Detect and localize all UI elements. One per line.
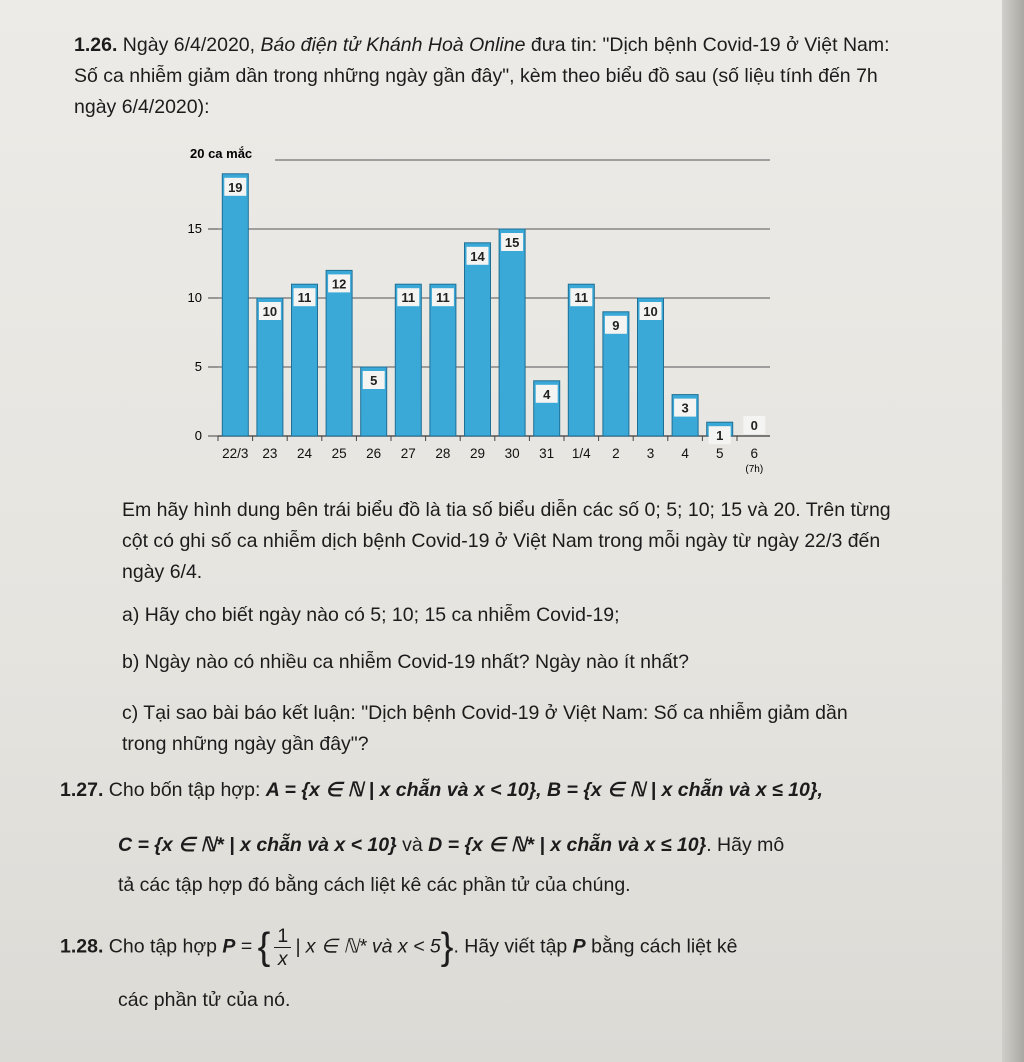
set-D: D = {x ∈ ℕ* | x chẵn và x ≤ 10}: [428, 834, 707, 856]
problem-127: [60, 775, 890, 806]
set-C: C = {x ∈ ℕ* | x chẵn và x < 10}: [118, 834, 397, 856]
data-label: 10: [643, 304, 658, 319]
data-label: 3: [681, 400, 689, 416]
x-tick-label: 27: [400, 446, 416, 461]
bar: [568, 284, 594, 436]
right-brace: }: [440, 926, 454, 968]
problem-number: 1.28.: [60, 935, 104, 958]
data-label: 1: [716, 428, 724, 444]
set-A: A = {x ∈ ℕ | x chẵn và x < 10},: [265, 779, 542, 801]
data-label: 10: [262, 304, 278, 319]
x-tick-label: 31: [539, 446, 555, 461]
bar: [395, 284, 421, 436]
condition: | x ∈ ℕ* và x < 5: [295, 935, 441, 958]
x-tick-label: 29: [469, 446, 486, 461]
data-label: 11: [297, 290, 312, 306]
y-tick-label: 5: [194, 359, 202, 374]
denominator: x: [277, 948, 288, 970]
x-tick-label: 26: [366, 446, 382, 461]
data-label: 14: [470, 248, 485, 264]
covid-bar-chart: [180, 138, 780, 483]
x-tick-label: 2: [612, 446, 620, 461]
category-note: (7h): [745, 464, 764, 475]
text: . Hãy mô: [706, 834, 785, 856]
text: và: [396, 834, 429, 856]
data-label: 5: [370, 373, 378, 388]
x-tick-label: 25: [331, 446, 347, 461]
data-label: 12: [331, 276, 347, 292]
page-edge: [1002, 0, 1024, 1062]
text: bằng cách liệt kê: [585, 935, 738, 958]
x-tick-label: 24: [296, 446, 313, 461]
fraction: [274, 925, 291, 970]
data-label: 4: [543, 386, 551, 402]
data-label: 11: [574, 290, 589, 306]
intro-text: Ngày 6/4/2020,: [122, 34, 261, 56]
x-tick-label: 4: [681, 446, 689, 461]
problem-number: 1.27.: [60, 779, 104, 801]
data-label: 0: [750, 418, 758, 433]
data-label: 11: [401, 290, 416, 306]
numerator: 1: [274, 925, 291, 948]
left-brace: {: [257, 926, 271, 968]
y-tick-label: 10: [187, 290, 202, 305]
equals: =: [235, 935, 258, 958]
data-label: 9: [612, 317, 620, 333]
bar: [465, 243, 491, 436]
y-tick-label: 15: [187, 221, 202, 236]
bar: [499, 229, 525, 436]
data-label: 19: [228, 179, 243, 195]
y-tick-label: 0: [194, 428, 202, 443]
problem-128: [60, 925, 890, 970]
data-label: 11: [436, 290, 450, 306]
x-tick-label: 22/3: [222, 446, 249, 461]
x-tick-label: 30: [504, 446, 520, 461]
text: Cho tập hợp: [108, 935, 223, 958]
problem-126: [74, 30, 894, 123]
x-tick-label: 5: [715, 446, 724, 461]
intro-text-2: đưa tin: "Dịch bệnh Covid-19 ở Việt Nam: Số ca nhiễm giảm dần trong những ngày gần đây", kèm theo biểu đồ sau (số liệu tính đến 7h ngày 6/4/2020):: [74, 34, 890, 118]
text: Cho bốn tập hợp:: [108, 779, 266, 801]
news-source: Báo điện tử Khánh Hoà Online: [260, 34, 526, 56]
set-B: B = {x ∈ ℕ | x chẵn và x ≤ 10},: [547, 779, 823, 801]
problem-127-line-3: tả các tập hợp đó bằng cách liệt kê các phần tử của chúng.: [118, 874, 631, 896]
text: . Hãy viết tập: [453, 935, 573, 958]
bar: [326, 270, 352, 436]
x-tick-label: 1/4: [571, 446, 591, 461]
set-P-ref: P: [572, 935, 586, 958]
question-c: c) Tại sao bài báo kết luận: "Dịch bệnh Covid-19 ở Việt Nam: Số ca nhiễm giảm dần trong những ngày gần đây"?: [122, 702, 848, 755]
x-tick-label: 3: [646, 446, 655, 461]
bar: [430, 284, 456, 436]
bar: [222, 174, 248, 436]
x-tick-label: 28: [435, 446, 451, 461]
x-tick-label: 23: [262, 446, 278, 461]
y-axis-label: 20 ca mắc: [190, 146, 253, 161]
problem-128-line-2: các phần tử của nó.: [118, 989, 291, 1011]
problem-127-line-2: [118, 830, 888, 861]
question-b: b) Ngày nào có nhiều ca nhiễm Covid-19 nhất? Ngày nào ít nhất?: [122, 651, 689, 673]
x-tick-label: 6: [750, 446, 759, 461]
data-label: 15: [504, 235, 520, 250]
chart-description: Em hãy hình dung bên trái biểu đồ là tia số biểu diễn các số 0; 5; 10; 15 và 20. Trên từng cột có ghi số ca nhiễm dịch bệnh Covid-19 ở Việt Nam trong mỗi ngày từ ngày 22/3 đến ngày 6/4.: [122, 499, 891, 583]
problem-number: 1.26.: [74, 34, 118, 56]
set-P: P: [222, 935, 236, 958]
bar: [292, 284, 318, 436]
question-a: a) Hãy cho biết ngày nào có 5; 10; 15 ca nhiễm Covid-19;: [122, 604, 620, 626]
